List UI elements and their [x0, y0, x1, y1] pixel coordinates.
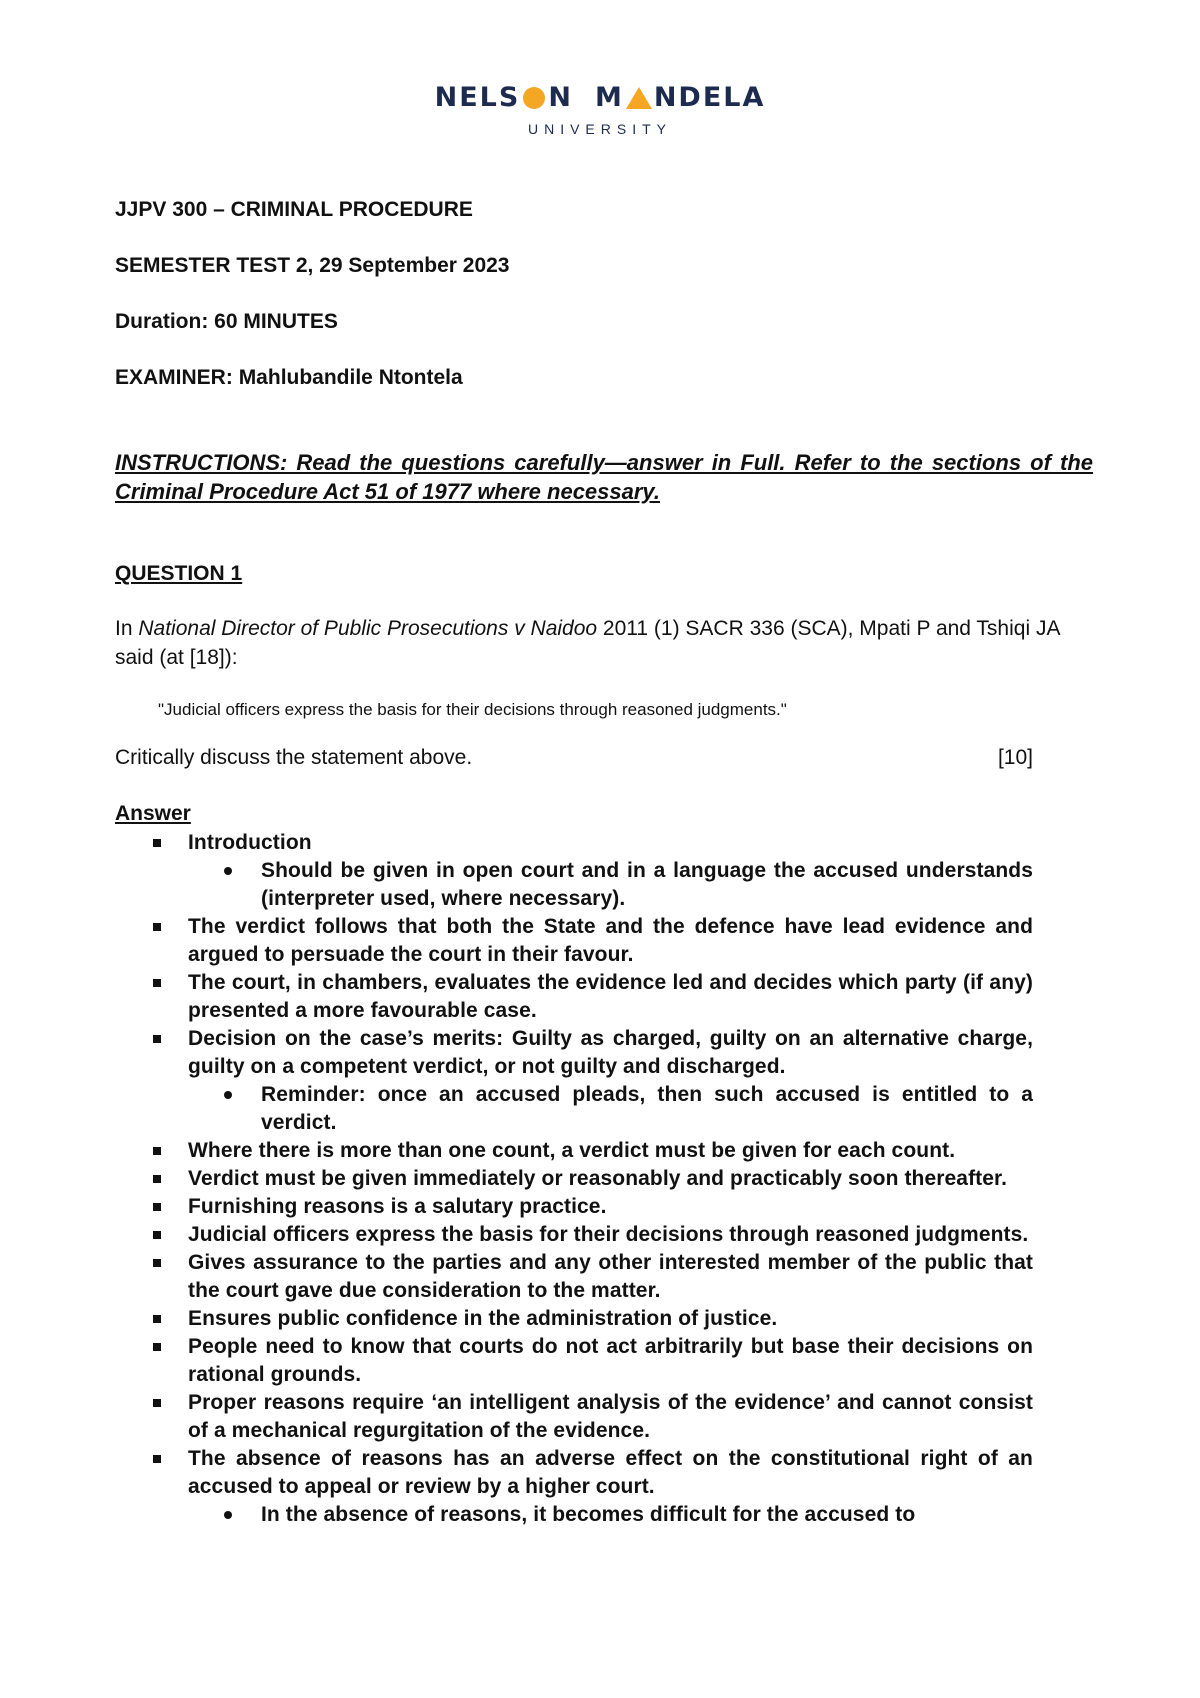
answer-item	[115, 1137, 1033, 1165]
answer-item	[115, 1305, 1033, 1333]
answer-item	[115, 1025, 1033, 1137]
square-bullet-icon	[153, 1455, 161, 1463]
answer-item-text: Furnishing reasons is a salutary practice.	[188, 1195, 607, 1218]
answer-subitem-text: Should be given in open court and in a language the accused understands (interpreter used, where necessary).	[261, 859, 1033, 910]
square-bullet-icon	[153, 1399, 161, 1407]
square-bullet-icon	[153, 1343, 161, 1351]
quote: "Judicial officers express the basis for their decisions through reasoned judgments."	[158, 700, 787, 719]
answer-item	[115, 913, 1033, 969]
round-bullet-icon	[224, 1091, 232, 1099]
question-1-task	[115, 746, 1033, 770]
university-logo	[0, 82, 1200, 137]
duration: Duration: 60 MINUTES	[115, 310, 338, 333]
question-1-intro	[115, 614, 1093, 672]
intro-prefix: In	[115, 617, 139, 640]
answer-subitem	[188, 1501, 1033, 1529]
answer-item	[115, 1445, 1033, 1529]
answer-item	[115, 829, 1033, 913]
square-bullet-icon	[153, 1315, 161, 1323]
course-title: JJPV 300 – CRIMINAL PROCEDURE	[115, 198, 473, 221]
answer-list	[115, 829, 1033, 1529]
square-bullet-icon	[153, 1175, 161, 1183]
marks: [10]	[997, 746, 1033, 769]
logo-text-4: NDELA	[653, 82, 766, 113]
answer-item-text: Decision on the case’s merits: Guilty as charged, guilty on an alternative charge, guilty on a competent verdict, or not guilty and discharged.	[188, 1027, 1033, 1078]
answer-item	[115, 1249, 1033, 1305]
answer-item-text: The court, in chambers, evaluates the evidence led and decides which party (if any) presented a more favourable case.	[188, 971, 1033, 1022]
logo-text-1: NELS	[434, 82, 521, 113]
examiner	[115, 366, 463, 390]
answer-item	[115, 969, 1033, 1025]
logo-wordmark	[435, 82, 766, 113]
case-name: National Director of Public Prosecutions v Naidoo	[138, 617, 598, 640]
answer-item	[115, 1333, 1033, 1389]
test-title: SEMESTER TEST 2, 29 September 2023	[115, 254, 510, 277]
examiner-name: Mahlubandile Ntontela	[238, 366, 463, 389]
logo-text-3: M	[594, 82, 624, 113]
answer-subitem-text: Reminder: once an accused pleads, then such accused is entitled to a verdict.	[261, 1083, 1033, 1134]
logo-sun-icon	[523, 87, 545, 109]
answer-item-text: Ensures public confidence in the administration of justice.	[188, 1307, 778, 1330]
task-text: Critically discuss the statement above.	[115, 746, 473, 769]
answer-item-text: The verdict follows that both the State and the defence have lead evidence and argued to persuade the court in their favour.	[188, 915, 1033, 966]
answer-subitem	[188, 857, 1033, 913]
answer-heading: Answer	[115, 802, 191, 825]
answer-item-text: Introduction	[188, 831, 312, 854]
answer-item-text: Proper reasons require ‘an intelligent analysis of the evidence’ and cannot consist of a mechanical regurgitation of the evidence.	[188, 1391, 1033, 1442]
answer-item	[115, 1165, 1033, 1193]
square-bullet-icon	[153, 1203, 161, 1211]
answer-item-text: Where there is more than one count, a verdict must be given for each count.	[188, 1139, 956, 1162]
intro-suffix: 2011 (1) SACR 336 (SCA), Mpati P and Tshiqi JA said (at [18]):	[115, 617, 1060, 669]
logo-triangle-icon	[626, 87, 652, 109]
square-bullet-icon	[153, 1147, 161, 1155]
examiner-label: EXAMINER:	[115, 366, 233, 389]
answer-item	[115, 1389, 1033, 1445]
square-bullet-icon	[153, 1231, 161, 1239]
logo-text-2: N	[548, 82, 573, 113]
answer-item-text: Verdict must be given immediately or reasonably and practicably soon thereafter.	[188, 1167, 1008, 1190]
square-bullet-icon	[153, 1259, 161, 1267]
answer-subitem	[188, 1081, 1033, 1137]
answer-item	[115, 1193, 1033, 1221]
instructions: INSTRUCTIONS: Read the questions carefully—answer in Full. Refer to the sections of the Criminal Procedure Act 51 of 1977 where necessary.	[115, 450, 1093, 504]
answer-item-text: The absence of reasons has an adverse effect on the constitutional right of an accused to appeal or review by a higher court.	[188, 1447, 1033, 1498]
round-bullet-icon	[224, 867, 232, 875]
question-1-heading: QUESTION 1	[115, 562, 243, 585]
answer-item-text: Gives assurance to the parties and any other interested member of the public that the court gave due consideration to the matter.	[188, 1251, 1033, 1302]
round-bullet-icon	[224, 1511, 232, 1519]
square-bullet-icon	[153, 1035, 161, 1043]
logo-subtitle: UNIVERSITY	[527, 121, 672, 137]
answer-subitem-text: In the absence of reasons, it becomes difficult for the accused to	[261, 1503, 916, 1526]
square-bullet-icon	[153, 839, 161, 847]
answer-item-text: People need to know that courts do not act arbitrarily but base their decisions on rational grounds.	[188, 1335, 1033, 1386]
square-bullet-icon	[153, 923, 161, 931]
answer-item	[115, 1221, 1033, 1249]
square-bullet-icon	[153, 979, 161, 987]
answer-item-text: Judicial officers express the basis for their decisions through reasoned judgments.	[188, 1223, 1029, 1246]
